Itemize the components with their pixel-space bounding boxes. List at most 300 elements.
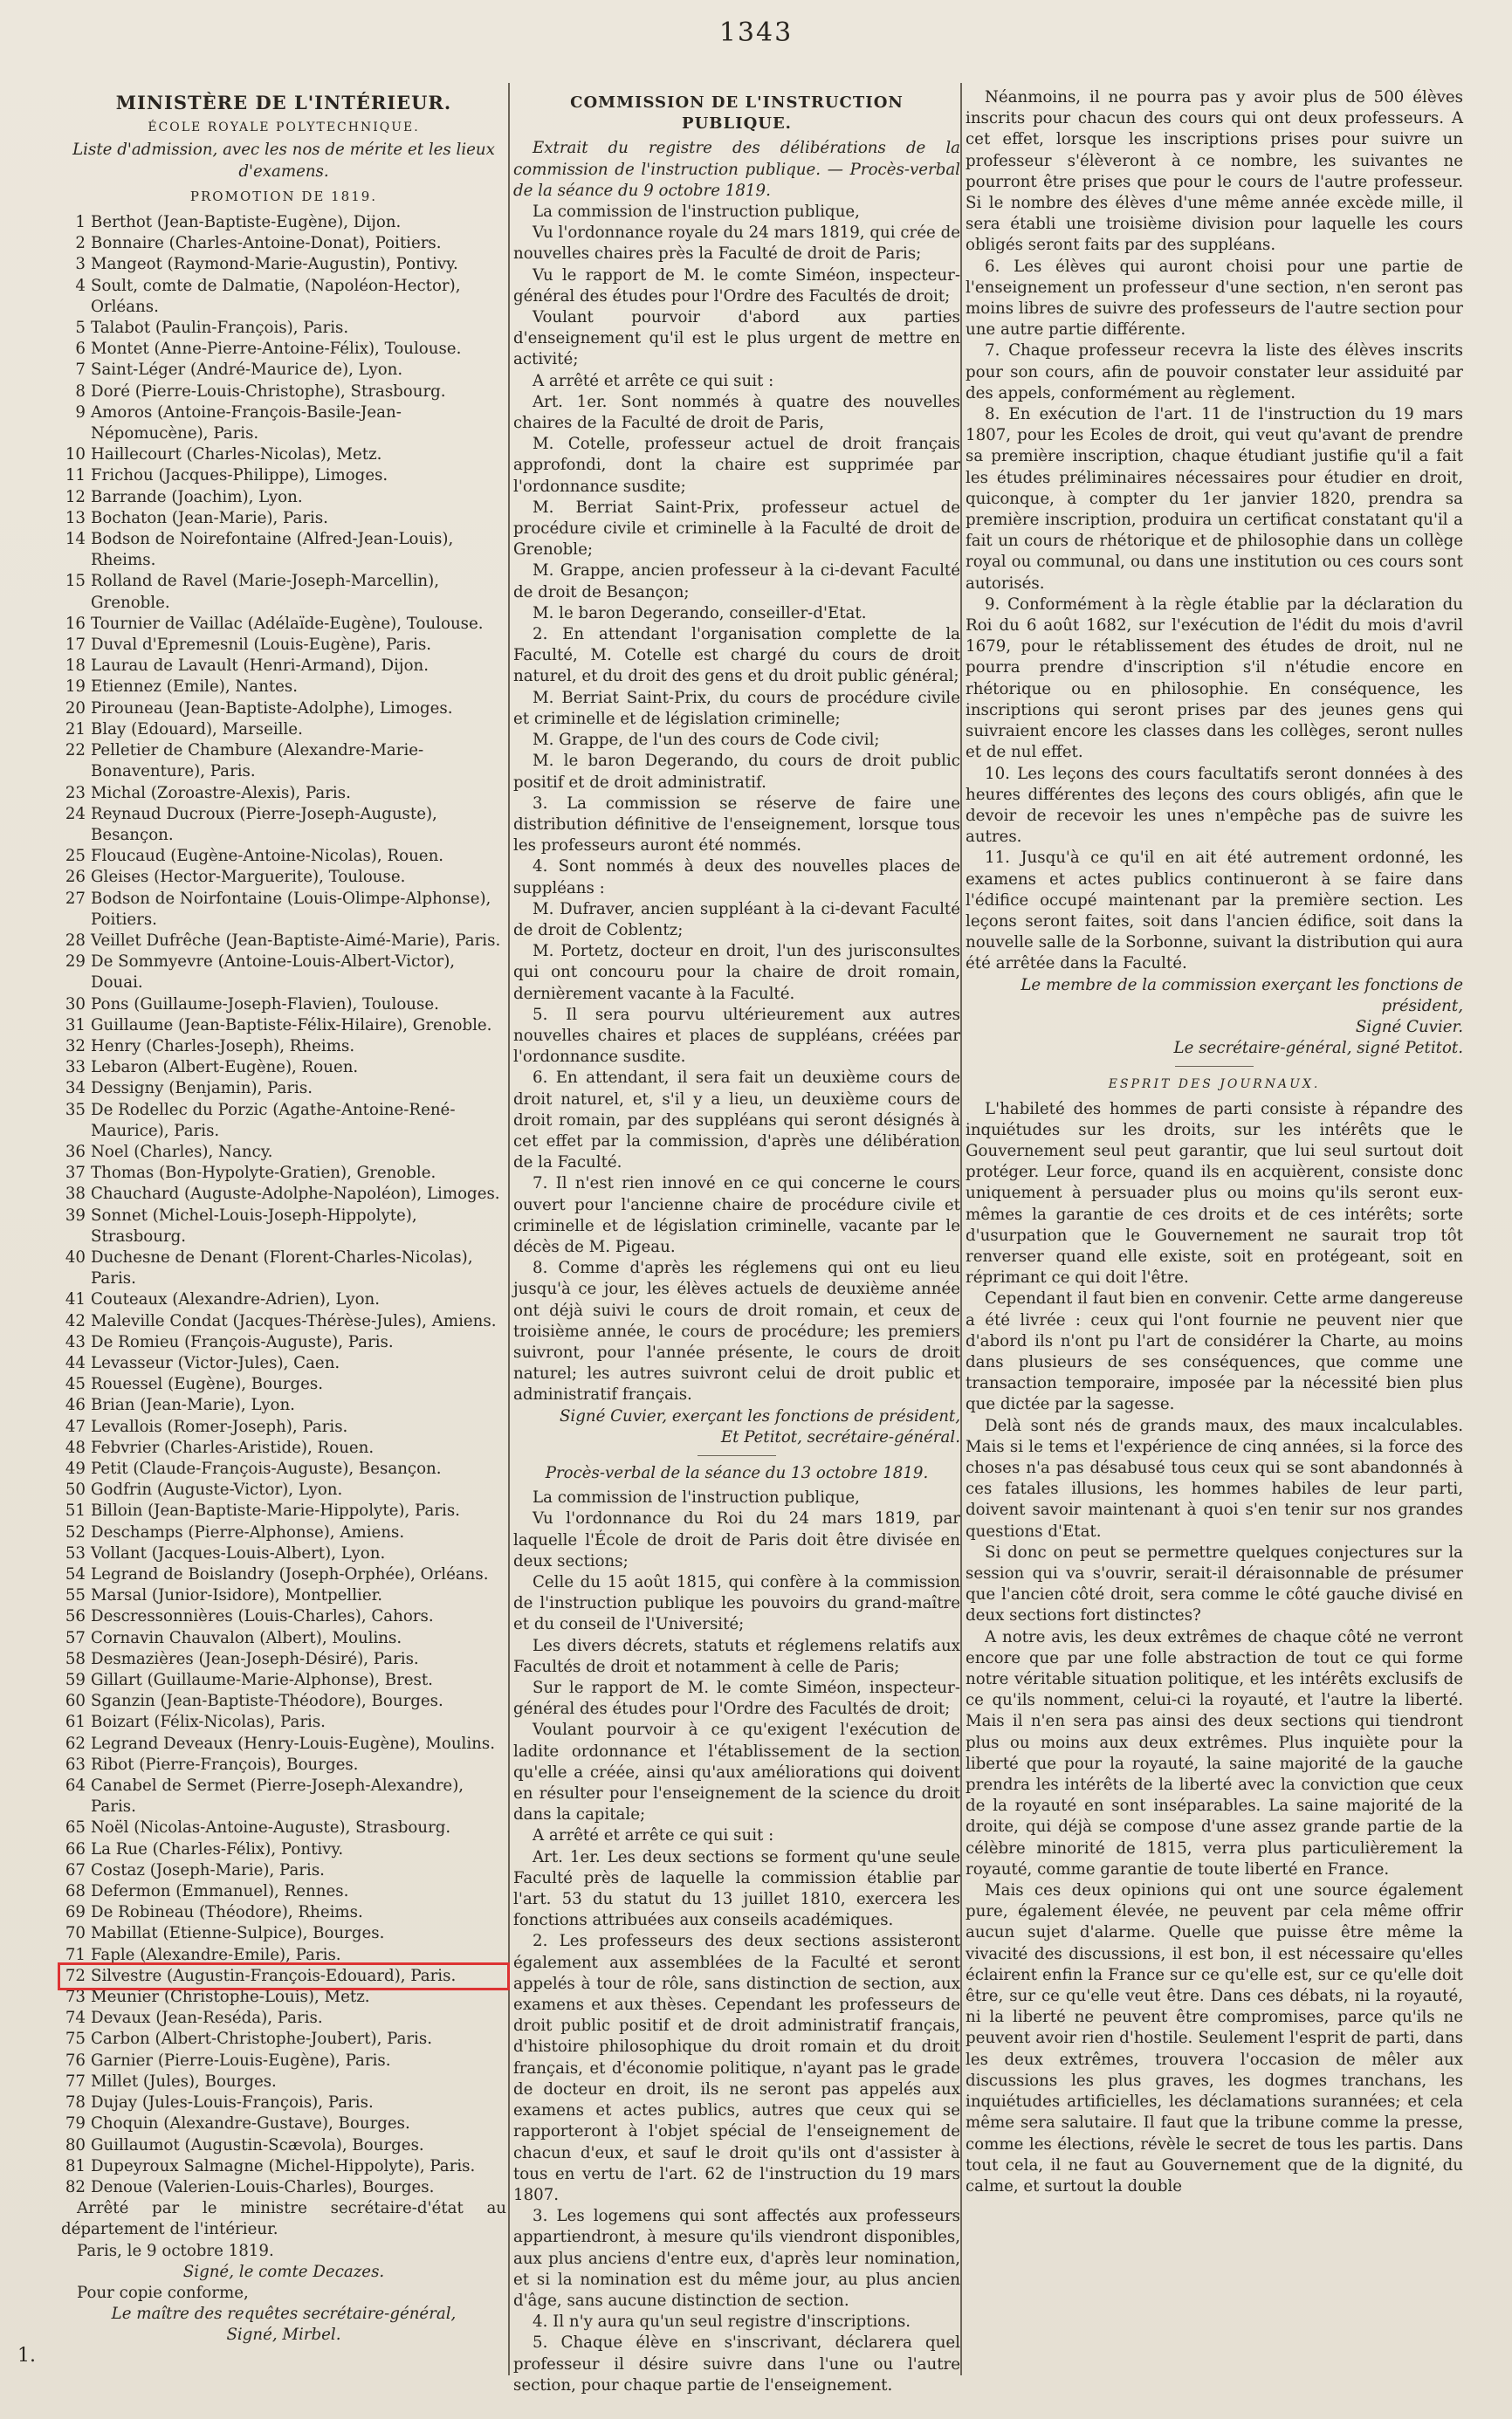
list-item — [61, 614, 506, 635]
list-item — [61, 1649, 506, 1670]
list-item-number: 43 — [65, 1332, 86, 1351]
column-left — [61, 87, 506, 2384]
list-item-number: 38 — [65, 1185, 86, 1204]
list-item — [61, 1501, 506, 1522]
list-item — [61, 1311, 506, 1332]
list-item-text: Bodson de Noirefontaine (Alfred-Jean-Louis), Rheims. — [91, 530, 454, 570]
list-item-number: 55 — [65, 1586, 86, 1605]
list-item — [61, 360, 506, 381]
list-item — [61, 1923, 506, 1944]
list-item-text: Sonnet (Michel-Louis-Joseph-Hippolyte), Strasbourg. — [91, 1206, 417, 1246]
list-item-text: Haillecourt (Charles-Nicolas), Metz. — [91, 445, 382, 464]
list-item-text: Desmazières (Jean-Joseph-Désiré), Paris. — [91, 1649, 419, 1668]
list-item-number: 76 — [65, 2051, 86, 2070]
list-item-number: 48 — [65, 1438, 86, 1457]
seance-2-body — [513, 1488, 960, 2396]
closing-role: Le maître des requêtes secrétaire-général, — [111, 2305, 457, 2324]
list-item-text: Frichou (Jacques-Philippe), Limoges. — [91, 466, 388, 485]
paragraph: 2. Les professeurs des deux sections assisteront également aux assemblées de la Faculté et seront appelés à tour de rôle, sans distinction de section, aux examens et aux thèses. Cependant les professeurs de droit public positif et de droit administratif français, d'histoire philosophique du droit romain et du droit français, et d'économie politique, n'ayant pas le grade de docteur en droit, ils ne seront pas appelés aux examens et actes publics, autres que ceux qui se rapporteront à l'objet spécial de l'enseignement de chacun d'eux, et sauf le droit qu'ils ont d'assister à tous en vertu de l'art. 62 de l'instruction du 19 mars 1807. — [513, 1932, 960, 2204]
list-item — [61, 783, 506, 804]
list-item-text: Defermon (Emmanuel), Rennes. — [91, 1882, 349, 1901]
list-item — [61, 1860, 506, 1881]
paragraph: 6. En attendant, il sera fait un deuxième cours de droit naturel, et, s'il y a lieu, un deuxième cours de droit romain, par des suppléans qui seront désignés à cet effet par la commission, d'après une délibération de la Faculté. — [513, 1069, 960, 1172]
list-item-number: 32 — [65, 1036, 86, 1055]
list-item — [61, 212, 506, 233]
extract-intro: Extrait du registre des délibérations de la commission de l'instruction publique. — Procès-verbal de la séance du 9 octobre 1819. — [513, 139, 960, 200]
list-item-text: Etiennez (Emile), Nantes. — [91, 677, 299, 697]
list-item-number: 1 — [75, 213, 86, 232]
paragraph: 2. En attendant l'organisation complette de la Faculté, M. Cotelle est chargé du cours de droit naturel, et du droit des gens et du droit public général; — [513, 625, 960, 686]
list-item-text: Faple (Alexandre-Emile), Paris. — [91, 1945, 341, 1964]
list-item — [61, 1100, 506, 1142]
paragraph: Art. 1er. Sont nommés à quatre des nouvelles chaires de la Faculté de droit de Paris, — [513, 392, 960, 433]
paragraph: La commission de l'instruction publique, — [533, 203, 860, 222]
list-item — [61, 508, 506, 529]
list-item-text: Thomas (Bon-Hypolyte-Gratien), Grenoble. — [91, 1164, 436, 1183]
list-item-number: 46 — [65, 1396, 86, 1415]
list-item-number: 49 — [65, 1460, 86, 1478]
list-item-text: De Robineau (Théodore), Rheims. — [91, 1903, 363, 1922]
list-item-text: Levallois (Romer-Joseph), Paris. — [91, 1417, 348, 1436]
list-item-number: 50 — [65, 1481, 86, 1500]
paragraph: Delà sont nés de grands maux, des maux incalculables. Mais si le tems et l'expérience de cinq années, si la force des choses n'a pas désabusé tous ceux qui se sont abandonnés à ces fatales illusions, les hommes habiles de leur parti, doivent savoir maintenant à quoi s'en tenir sur nos grandes questions d'Etat. — [966, 1416, 1463, 1541]
list-item-text: Saint-Léger (André-Maurice de), Lyon. — [91, 361, 403, 380]
list-item-text: Choquin (Alexandre-Gustave), Bourges. — [91, 2114, 410, 2134]
list-item-text: Pons (Guillaume-Joseph-Flavien), Toulouse. — [91, 994, 439, 1014]
list-item-number: 59 — [65, 1671, 86, 1690]
ministry-heading: MINISTÈRE DE L'INTÉRIEUR. — [115, 92, 452, 113]
closing-copy: Pour copie conforme, — [77, 2283, 249, 2302]
list-item — [61, 1184, 506, 1205]
paragraph: A arrêté et arrête ce qui suit : — [533, 1826, 774, 1845]
list-item-number: 34 — [65, 1079, 86, 1098]
list-item-number: 66 — [65, 1839, 86, 1859]
list-item-text: Pirouneau (Jean-Baptiste-Adolphe), Limoges. — [91, 698, 453, 718]
list-item-text: Bodson de Noirfontaine (Louis-Olimpe-Alphonse), Poitiers. — [91, 889, 491, 929]
list-item-text: Ribot (Pierre-François), Bourges. — [91, 1755, 359, 1774]
list-item — [61, 1163, 506, 1184]
paragraph: 4. Il n'y aura qu'un seul registre d'inscriptions. — [533, 2312, 911, 2332]
closing-signer: Signé, Mirbel. — [226, 2326, 341, 2345]
list-item-number: 80 — [65, 2135, 86, 2154]
list-item-number: 29 — [65, 952, 86, 972]
list-item — [61, 1691, 506, 1712]
list-item-number: 75 — [65, 2030, 86, 2049]
list-item-number: 65 — [65, 1818, 86, 1838]
list-item — [61, 318, 506, 339]
list-item-number: 51 — [65, 1502, 86, 1521]
list-item-text: Bochaton (Jean-Marie), Paris. — [91, 508, 328, 527]
list-item-number: 27 — [65, 889, 86, 908]
list-item — [61, 1881, 506, 1902]
list-item — [61, 1902, 506, 1923]
list-item — [61, 1332, 506, 1353]
list-item-text: Reynaud Ducroux (Pierre-Joseph-Auguste), Besançon. — [91, 804, 437, 844]
list-item-text: Cornavin Chauvalon (Albert), Moulins. — [91, 1628, 402, 1647]
list-item — [61, 571, 506, 613]
list-item — [61, 1839, 506, 1860]
list-item-text: Boizart (Félix-Nicolas), Paris. — [91, 1713, 326, 1732]
list-item-number: 63 — [65, 1755, 86, 1774]
list-item-text: Mangeot (Raymond-Marie-Augustin), Pontivy. — [91, 255, 458, 274]
list-item-text: Barrande (Joachim), Lyon. — [91, 487, 303, 506]
list-item-text: Tournier de Vaillac (Adélaïde-Eugène), Toulouse. — [91, 614, 484, 633]
list-item-number: 19 — [65, 677, 86, 697]
list-item-text: Meunier (Christophe-Louis), Metz. — [91, 1988, 370, 2007]
list-item-number: 12 — [65, 487, 86, 506]
list-item-number: 52 — [65, 1522, 86, 1542]
paragraph: 11. Jusqu'à ce qu'il en ait été autrement ordonné, les examens et actes publics continueront à se faire dans l'édifice occupé maintenant par la première section. Les leçons seront faites, soit dans l'ancien édifice, soit dans la nouvelle salle de la Sorbonne, suivant la distribution qui aura été arrêtée dans la Faculté. — [966, 849, 1463, 973]
page-number: 1343 — [718, 17, 794, 48]
list-item-text: Godfrin (Auguste-Victor), Lyon. — [91, 1481, 343, 1500]
list-item-text: Carbon (Albert-Christophe-Joubert), Paris. — [91, 2030, 433, 2049]
list-item-text: Veillet Dufrêche (Jean-Baptiste-Aimé-Marie), Paris. — [91, 931, 501, 950]
list-item-text: Legrand de Boislandry (Joseph-Orphée), Orléans. — [91, 1565, 489, 1584]
list-item-number: 62 — [65, 1734, 86, 1753]
list-item-number: 33 — [65, 1058, 86, 1077]
paragraph: M. le baron Degerando, conseiller-d'Etat. — [533, 603, 867, 622]
list-item — [61, 2008, 506, 2029]
signature-cuvier: Signé Cuvier, exerçant les fonctions de président, — [559, 1406, 960, 1426]
paragraph: 3. Les logemens qui sont affectés aux professeurs appartiendront, à mesure qu'ils viendront disponibles, aux plus anciens d'entre eux, d'après leur nomination, et si la nomination est du même jour, au plus ancien d'âge, sans aucune distinction de section. — [513, 2207, 960, 2310]
list-item — [61, 2093, 506, 2113]
list-item-text: Marsal (Junior-Isidore), Montpellier. — [91, 1586, 383, 1605]
list-item-number: 11 — [65, 466, 86, 485]
list-item-number: 45 — [65, 1375, 86, 1394]
bottom-mark: 1. — [17, 2345, 36, 2367]
list-item-number: 23 — [65, 783, 86, 802]
list-item — [61, 1374, 506, 1395]
list-item-number: 3 — [75, 255, 86, 274]
list-item — [61, 1585, 506, 1606]
paragraph: Cependant il faut bien en convenir. Cette arme dangereuse a été livrée : ceux qui l'ont fournie ne peuvent nier que d'abord ils n'ont pu l'art de considérer la Charte, au moins dans plusieurs de ses conséquences, que comme une transaction temporaire, imposée par la nécessité bien plus que dictée par la sagesse. — [966, 1289, 1463, 1414]
list-item — [61, 276, 506, 318]
list-item-text: De Romieu (François-Auguste), Paris. — [91, 1332, 394, 1351]
paragraph: Mais ces deux opinions qui ont une source également pure, également élevée, ne peuvent par cela même offrir aucun sujet d'alarme. Quelle que puisse être même la vivacité des discussions, il est bon, il est nécessaire qu'elles éclairent enfin la France sur ce qu'elle est, sur ce qu'elle doit être, sur ce qu'elle veut être. Dans ces débats, ni la royauté, ni la liberté ne peuvent être compromises, parce qu'ils ne peuvent avoir rien d'hostile. Seulement l'esprit de parti, dans les deux extrêmes, trouvera l'occasion de mêler aux discussions les plus graves, les dogmes tranchans, les inquiétudes artificielles, les déclamations surannées; et cela même sera salutaire. Il faut que la tribune comme la presse, comme les élections, révèle le secret de tous les partis. Dans tout cela, il ne faut au Gouvernement que de la dignité, du calme, et surtout la double — [966, 1881, 1463, 2196]
list-item-text: Billoin (Jean-Baptiste-Marie-Hippolyte), Paris. — [91, 1502, 460, 1521]
list-item — [61, 931, 506, 952]
paragraph: 6. Les élèves qui auront choisi pour une partie de l'enseignement un professeur d'une section, n'en seront pas moins libres de suivre des professeurs de l'autre section pour une autre partie différente. — [966, 257, 1463, 340]
paragraph: Art. 1er. Les deux sections se forment qu'une seule Faculté près de laquelle la commission établie par l'art. 53 du statut du 13 juillet 1810, exercera les fonctions attribuées aux conseils académiques. — [513, 1847, 960, 1930]
list-item-text: Devaux (Jean-Reséda), Paris. — [91, 2009, 323, 2028]
paragraph: Les divers décrets, statuts et réglemens relatifs aux Facultés de droit et notamment à celle de Paris; — [513, 1636, 960, 1676]
paragraph: A notre avis, les deux extrêmes de chaque côté ne verront encore que par une folle abstraction de tout ce qui forme notre véritable situation politique, et les intérêts exclusifs de ce qu'ils nomment, celui-ci la royauté, et l'autre la liberté. Mais il n'en sera pas ainsi des deux sections qui tiendront plus ou moins aux deux extrêmes. Plus inquiète pour la liberté que pour la royauté, la saine majorité de la gauche prendra les intérêts de la liberté avec la conviction que ceux de la royauté en sont inséparables. La saine majorité de la droite, qui déjà se compose d'une assez grande partie de la célèbre minorité de 1815, verra plus particulièrement la royauté, comme garantie de toute liberté en France. — [966, 1627, 1463, 1879]
list-item-text: Chauchard (Auguste-Adolphe-Napoléon), Limoges. — [91, 1185, 500, 1204]
list-item — [61, 2156, 506, 2177]
list-item-text: De Rodellec du Porzic (Agathe-Antoine-René-Maurice), Paris. — [91, 1100, 456, 1140]
list-item-number: 9 — [75, 402, 86, 422]
list-item-number: 78 — [65, 2093, 86, 2113]
list-item — [61, 2072, 506, 2093]
list-item-number: 2 — [75, 234, 86, 253]
list-item-number: 69 — [65, 1903, 86, 1922]
paragraph: Voulant pourvoir d'abord aux parties d'enseignement qu'il est le plus urgent de mettre en activité; — [513, 308, 960, 369]
list-item-number: 60 — [65, 1692, 86, 1711]
list-item-number: 81 — [65, 2156, 86, 2175]
list-item-number: 18 — [65, 656, 86, 676]
list-item-text: Descressonnières (Louis-Charles), Cahors. — [91, 1607, 434, 1626]
list-item — [61, 677, 506, 698]
list-item — [61, 1395, 506, 1416]
paragraph: 5. Il sera pourvu ultérieurement aux autres nouvelles chaires et places de suppléans, créées par l'ordonnance susdite. — [513, 1005, 960, 1067]
column-right — [966, 87, 1463, 2384]
paragraph: 5. Chaque élève en s'inscrivant, déclarera quel professeur il désire suivre dans l'une ou l'autre section, pour chaque partie de l'enseignement. — [513, 2333, 960, 2395]
list-item — [61, 656, 506, 677]
paragraph: Néanmoins, il ne pourra pas y avoir plus de 500 élèves inscrits pour chacun des cours qui ont deux professeurs. A cet effet, lorsque les inscriptions prises pour suivre un professeur s'élèveront à ce nombre, les suivantes ne pourront être prises que pour le cours de l'autre professeur. Si le nombre des élèves d'une même année excède mille, il sera établi une troisième division pour laquelle les cours obligés seront faits par des suppléans. — [966, 88, 1463, 255]
list-item-text: Noel (Charles), Nancy. — [91, 1142, 273, 1161]
list-item-number: 21 — [65, 719, 86, 739]
paragraph: La commission de l'instruction publique, — [533, 1488, 860, 1508]
list-item-text: Amoros (Antoine-François-Basile-Jean-Népomucène), Paris. — [91, 402, 402, 443]
list-item-text: Duval d'Epremesnil (Louis-Eugène), Paris. — [91, 636, 432, 655]
paragraph: M. Grappe, ancien professeur à la ci-devant Faculté de droit de Besançon; — [513, 561, 960, 601]
list-item — [61, 1015, 506, 1036]
list-item — [61, 1564, 506, 1585]
list-item-number: 47 — [65, 1417, 86, 1436]
paragraph: 9. Conformément à la règle établie par la déclaration du Roi du 6 août 1682, sur l'exécution de l'édit du mois d'avril 1679, pour le rétablissement des études de droit, nul ne pourra prendre d'inscription s'il n'étudie encore en rhétorique ou en philosophie. En conséquence, les inscriptions qui seront prises par des jeunes gens qui suivraient encore les classes dans les collèges, seront nulles et de nul effet. — [966, 594, 1463, 762]
paragraph: 7. Chaque professeur recevra la liste des élèves inscrits pour son cours, afin de pouvoir constater leur assiduité par des appels, conformément au règlement. — [966, 341, 1463, 402]
list-item-text: Costaz (Joseph-Marie), Paris. — [91, 1860, 325, 1880]
paragraph: 4. Sont nommés à deux des nouvelles places de suppléans : — [513, 857, 960, 897]
list-item-number: 22 — [65, 741, 86, 760]
list-item-text: Bonnaire (Charles-Antoine-Donat), Poitiers. — [91, 234, 442, 253]
list-item-text: Guillaumot (Augustin-Scævola), Bourges. — [91, 2135, 424, 2154]
list-item-number: 56 — [65, 1607, 86, 1626]
list-item-text: Montet (Anne-Pierre-Antoine-Félix), Toulouse. — [91, 340, 462, 359]
list-item-number: 68 — [65, 1882, 86, 1901]
list-item-number: 7 — [75, 361, 86, 380]
list-item-number: 74 — [65, 2009, 86, 2028]
list-item-number: 72 — [65, 1966, 86, 1985]
list-item-number: 20 — [65, 698, 86, 718]
list-item — [61, 1543, 506, 1564]
list-item-number: 61 — [65, 1713, 86, 1732]
list-item — [61, 1417, 506, 1438]
list-item-text: Gleises (Hector-Marguerite), Toulouse. — [91, 868, 406, 887]
list-item-text: Couteaux (Alexandre-Adrien), Lyon. — [91, 1290, 381, 1309]
list-item-number: 58 — [65, 1649, 86, 1668]
list-item — [61, 1438, 506, 1459]
list-item-text: Blay (Edouard), Marseille. — [91, 719, 303, 739]
list-item-number: 17 — [65, 636, 86, 655]
list-item-text: Guillaume (Jean-Baptiste-Félix-Hilaire), Grenoble. — [91, 1015, 492, 1034]
list-item — [61, 233, 506, 254]
list-item-number: 64 — [65, 1776, 86, 1796]
list-item-number: 25 — [65, 847, 86, 866]
paragraph: Vu le rapport de M. le comte Siméon, inspecteur-général des études pour l'Ordre des Facultés de droit; — [513, 265, 960, 306]
list-item-text: Doré (Pierre-Louis-Christophe), Strasbourg. — [91, 381, 446, 401]
list-item — [61, 1606, 506, 1627]
signature-cuvier-2: Signé Cuvier. — [1355, 1017, 1463, 1036]
list-item — [61, 1459, 506, 1480]
list-item-text: Garnier (Pierre-Louis-Eugène), Paris. — [91, 2051, 391, 2070]
esprit-heading: ESPRIT DES JOURNAUX. — [1108, 1077, 1321, 1092]
list-item-text: Rolland de Ravel (Marie-Joseph-Marcellin), Grenoble. — [91, 572, 440, 612]
list-item-number: 79 — [65, 2114, 86, 2134]
list-item — [61, 1353, 506, 1374]
list-item — [61, 254, 506, 275]
list-item-number: 67 — [65, 1860, 86, 1880]
list-item-text: Petit (Claude-François-Auguste), Besançon. — [91, 1460, 442, 1478]
list-item-number: 41 — [65, 1290, 86, 1309]
paragraph: Sur le rapport de M. le comte Siméon, inspecteur-général des études pour l'Ordre des Facultés de droit; — [513, 1679, 960, 1719]
list-item — [61, 1670, 506, 1691]
list-item-text: Silvestre (Augustin-François-Edouard), Paris. — [91, 1966, 457, 1985]
list-item-text: De Sommyevre (Antoine-Louis-Albert-Victor), Douai. — [91, 952, 456, 993]
paragraph: Celle du 15 août 1815, qui confère à la commission de l'instruction publique les pouvoirs du grand-maître et du conseil de l'Université; — [513, 1573, 960, 1634]
list-item-number: 73 — [65, 1988, 86, 2007]
list-item-text: Millet (Jules), Bourges. — [91, 2072, 277, 2091]
paragraph: 7. Il n'est rien innové en ce qui concerne le cours ouvert pour l'ancienne chaire de procédure civile et criminelle et de législation criminelle, vacante par le décès de M. Pigeau. — [513, 1174, 960, 1256]
list-item-text: Noël (Nicolas-Antoine-Auguste), Strasbourg. — [91, 1818, 451, 1838]
list-item — [61, 635, 506, 656]
list-item-text: Canabel de Sermet (Pierre-Joseph-Alexandre), Paris. — [91, 1776, 464, 1817]
list-item-number: 31 — [65, 1015, 86, 1034]
paragraph: Vu l'ordonnance du Roi du 24 mars 1819, par laquelle l'École de droit de Paris doit être divisée en deux sections; — [513, 1509, 960, 1570]
list-item-text: Vollant (Jacques-Louis-Albert), Lyon. — [91, 1543, 386, 1563]
list-item-number: 8 — [75, 381, 86, 401]
list-item — [61, 487, 506, 508]
list-item-text: Maleville Condat (Jacques-Thérèse-Jules), Amiens. — [91, 1311, 497, 1330]
list-item-number: 28 — [65, 931, 86, 950]
paragraph: M. Cotelle, professeur actuel de droit français approfondi, dont la chaire est supprimée par l'ordonnance susdite; — [513, 435, 960, 496]
list-item-text: Dessigny (Benjamin), Paris. — [91, 1079, 313, 1098]
paragraph: L'habileté des hommes de parti consiste à répandre des inquiétudes sur les droits, sur les intérêts que le Gouvernement seul peut garantir, que lui seul surtout doit protéger. Leur force, quand ils en acquièrent, consiste donc uniquement à persuader plus ou moins qu'ils seront eux-mêmes la garantie de ces droits et de ces intérêts; sorte d'usurpation que le Gouvernement ne saurait trop tôt renverser quand elle existe, soit en protégeant, soit en réprimant ce qui doit l'être. — [966, 1099, 1463, 1288]
list-item-text: Duchesne de Denant (Florent-Charles-Nicolas), Paris. — [91, 1247, 473, 1289]
list-item-number: 54 — [65, 1565, 86, 1584]
list-item-text: Gillart (Guillaume-Marie-Alphonse), Brest. — [91, 1671, 433, 1690]
list-item-text: Henry (Charles-Joseph), Rheims. — [91, 1036, 355, 1055]
list-item-text: Febvrier (Charles-Aristide), Rouen. — [91, 1438, 375, 1457]
list-item — [61, 1036, 506, 1057]
list-item-number: 24 — [65, 804, 86, 823]
list-item-text: Dujay (Jules-Louis-François), Paris. — [91, 2093, 374, 2113]
list-item-text: Legrand Deveaux (Henry-Louis-Eugène), Moulins. — [91, 1734, 495, 1753]
list-item-number: 4 — [75, 276, 86, 295]
list-item — [61, 1628, 506, 1649]
list-item — [61, 2135, 506, 2156]
list-item-highlighted — [61, 1966, 506, 1987]
paragraph: M. Berriat Saint-Prix, du cours de procédure civile et criminelle et de législation criminelle; — [513, 688, 960, 728]
divider — [698, 1455, 776, 1456]
closing-signature: Signé, le comte Decazes. — [182, 2262, 385, 2281]
list-item-number: 57 — [65, 1628, 86, 1647]
paragraph: Si donc on peut se permettre quelques conjectures sur la session qui va s'ouvrir, serait-il déraisonnable de présumer que l'ancien côté droit, sera comme le côté gauche divisé en deux sections fort distinctes? — [966, 1543, 1463, 1625]
list-item — [61, 1142, 506, 1163]
list-item-number: 37 — [65, 1164, 86, 1183]
commission-heading: COMMISSION DE L'INSTRUCTION PUBLIQUE. — [570, 93, 904, 134]
list-item-number: 42 — [65, 1311, 86, 1330]
list-item-number: 77 — [65, 2072, 86, 2091]
list-item-text: Berthot (Jean-Baptiste-Eugène), Dijon. — [91, 213, 402, 232]
list-item-text: Dupeyroux Salmagne (Michel-Hippolyte), Paris. — [91, 2156, 476, 2175]
list-item-text: Mabillat (Etienne-Sulpice), Bourges. — [91, 1924, 385, 1943]
list-item — [61, 1057, 506, 1078]
divider — [1175, 1066, 1254, 1067]
list-item — [61, 804, 506, 846]
list-item — [61, 1712, 506, 1733]
signature-petitot: Et Petitot, secrétaire-général. — [720, 1427, 960, 1447]
list-item-text: Sganzin (Jean-Baptiste-Théodore), Bourges. — [91, 1692, 443, 1711]
list-item-text: Denoue (Valerien-Louis-Charles), Bourges. — [91, 2177, 435, 2196]
list-item-number: 39 — [65, 1206, 86, 1225]
list-item-number: 40 — [65, 1247, 86, 1267]
list-item-text: Deschamps (Pierre-Alphonse), Amiens. — [91, 1522, 405, 1542]
list-item-number: 71 — [65, 1945, 86, 1964]
list-item — [61, 1078, 506, 1099]
list-item-text: La Rue (Charles-Félix), Pontivy. — [91, 1839, 344, 1859]
paragraph: M. le baron Degerando, du cours de droit public positif et de droit administratif. — [513, 752, 960, 792]
list-item-number: 26 — [65, 868, 86, 887]
list-item — [61, 2029, 506, 2050]
school-subheading: ÉCOLE ROYALE POLYTECHNIQUE. — [148, 120, 420, 135]
list-item — [61, 1206, 506, 1247]
list-item — [61, 889, 506, 931]
paragraph: 10. Les leçons des cours facultatifs seront données à des heures différentes des leçons des cours obligés, afin que le devoir de recevoir les unes n'empêche pas de suivre les autres. — [966, 764, 1463, 847]
list-item-number: 6 — [75, 340, 86, 359]
promotion-heading: PROMOTION DE 1819. — [189, 188, 378, 204]
paragraph: Voulant pourvoir à ce qu'exigent l'exécution de ladite ordonnance et l'établissement de la section qu'elle a créée, ainsi qu'aux améliorations qui doivent en résulter pour l'enseignement de la science du droit dans la capitale; — [513, 1721, 960, 1825]
list-item — [61, 1755, 506, 1776]
paragraph: 8. Comme d'après les réglemens qui ont eu lieu jusqu'à ce jour, les élèves actuels de deuxième année ont déjà suivi le cours de droit romain, et ceux de troisième année, le cours de procédure; les premiers suivront, pour l'année présente, le cours de droit naturel; les autres suivront celui de droit public et administratif français. — [513, 1259, 960, 1405]
closing-arrete: Arrêté par le ministre secrétaire-d'état au département de l'intérieur. — [61, 2199, 506, 2239]
column-rule — [960, 83, 962, 2375]
paragraph: Vu l'ordonnance royale du 24 mars 1819, qui crée de nouvelles chaires près la Faculté de droit de Paris; — [513, 223, 960, 264]
list-item — [61, 339, 506, 360]
list-item-number: 13 — [65, 508, 86, 527]
list-item-text: Talabot (Paulin-François), Paris. — [91, 319, 349, 338]
list-item — [61, 698, 506, 719]
closing-date: Paris, le 9 octobre 1819. — [77, 2241, 274, 2260]
paragraph: M. Dufraver, ancien suppléant à la ci-devant Faculté de droit de Coblentz; — [513, 899, 960, 939]
list-item-number: 44 — [65, 1353, 86, 1372]
paragraph: M. Berriat Saint-Prix, professeur actuel de procédure civile et criminelle à la Faculté de droit de Grenoble; — [513, 498, 960, 560]
list-item-text: Levasseur (Victor-Jules), Caen. — [91, 1353, 340, 1372]
list-item-text: Laurau de Lavault (Henri-Armand), Dijon. — [91, 656, 430, 676]
signature-secretary: Le secrétaire-général, signé Petitot. — [1173, 1039, 1463, 1058]
paragraph: 3. La commission se réserve de faire une distribution définitive de l'enseignement, lorsque tous les professeurs auront été nommés. — [513, 794, 960, 856]
list-item — [61, 2051, 506, 2072]
list-item — [61, 1522, 506, 1543]
list-item — [61, 1734, 506, 1755]
list-item — [61, 1289, 506, 1310]
paragraph: M. Grappe, de l'un des cours de Code civil; — [533, 731, 880, 750]
paragraph: A arrêté et arrête ce qui suit : — [533, 371, 774, 390]
list-item-text: Floucaud (Eugène-Antoine-Nicolas), Rouen. — [91, 847, 444, 866]
paragraph: M. Portetz, docteur en droit, l'un des jurisconsultes qui ont concouru pour la chaire de droit romain, dernièrement vacante à la Faculté. — [513, 942, 960, 1003]
list-item-text: Rouessel (Eugène), Bourges. — [91, 1375, 324, 1394]
list-item — [61, 719, 506, 740]
list-item-text: Lebaron (Albert-Eugène), Rouen. — [91, 1058, 359, 1077]
column-rule — [508, 83, 510, 2375]
list-item-number: 15 — [65, 572, 86, 591]
list-item-text: Soult, comte de Dalmatie, (Napoléon-Hector), Orléans. — [91, 276, 461, 316]
list-item — [61, 1247, 506, 1289]
list-item-number: 82 — [65, 2177, 86, 2196]
list-item — [61, 2177, 506, 2198]
seance-2-continued — [966, 87, 1463, 975]
list-item-number: 5 — [75, 319, 86, 338]
list-item-number: 70 — [65, 1924, 86, 1943]
list-item — [61, 994, 506, 1015]
list-item-number: 16 — [65, 614, 86, 633]
esprit-body — [966, 1099, 1463, 2198]
list-item-text: Michal (Zoroastre-Alexis), Paris. — [91, 783, 351, 802]
seance-2-heading: Procès-verbal de la séance du 13 octobre 1819. — [545, 1464, 929, 1482]
list-item — [61, 952, 506, 993]
list-item-number: 10 — [65, 445, 86, 464]
admission-list — [61, 212, 506, 2198]
